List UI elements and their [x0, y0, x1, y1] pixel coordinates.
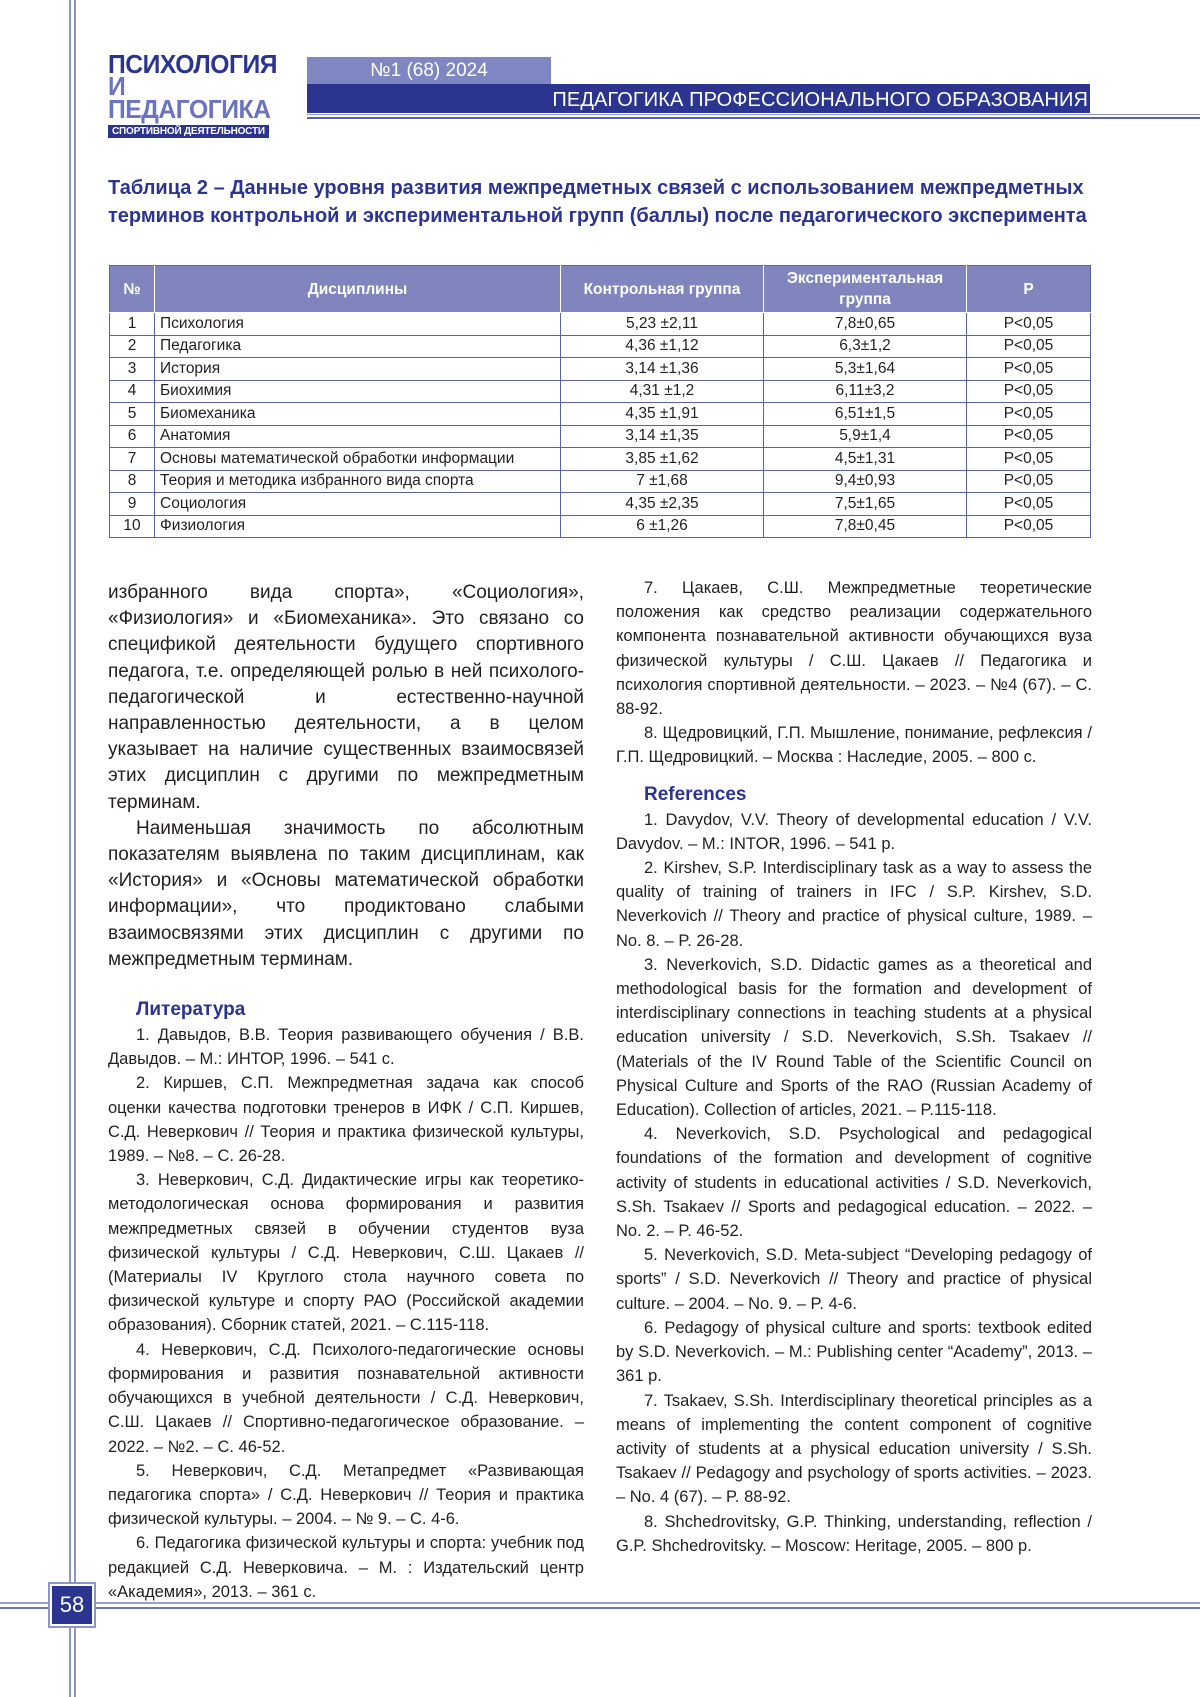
- discipline-cell: Основы математической обработки информации: [155, 448, 561, 471]
- section-title: ПЕДАГОГИКА ПРОФЕССИОНАЛЬНОГО ОБРАЗОВАНИЯ: [552, 89, 1088, 111]
- table-row: [110, 515, 1091, 538]
- row-number: 6: [110, 425, 155, 448]
- p-value: P<0,05: [967, 493, 1091, 516]
- row-number: 9: [110, 493, 155, 516]
- control-value: 6 ±1,26: [561, 515, 764, 538]
- row-number: 8: [110, 470, 155, 493]
- literature-item: 8. Щедровицкий, Г.П. Мышление, понимание, рефлексия / Г.П. Щедровицкий. – Москва : Наследие, 2005. – 800 с.: [616, 724, 1092, 767]
- discipline-cell: Педагогика: [155, 335, 561, 358]
- literature-item: 3. Неверкович, С.Д. Дидактические игры как теоретико-методологическая основа формирования и развития межпредметных связей в обучении студентов вуза физической культуры / С.Д. Неверкович, С.Ш. Цакаев // (Материалы IV Круглого стола научного совета по физической культуре и спорту РАО (Российской академии образования). Сборник статей, 2021. – С.115-118.: [108, 1171, 584, 1335]
- control-value: 3,85 ±1,62: [561, 448, 764, 471]
- p-value: P<0,05: [967, 380, 1091, 403]
- reference-item: 6. Pedagogy of physical culture and sports: textbook edited by S.D. Neverkovich. – M.: Publishing center “Academy”, 2013. – 361 p.: [616, 1318, 1092, 1386]
- reference-item: 2. Kirshev, S.P. Interdisciplinary task as a way to assess the quality of training of trainers in IFC / S.P. Kirshev, S.D. Neverkovich // Theory and practice of physical culture, 1989. – No. 8. – P. 26-28.: [616, 859, 1092, 950]
- experimental-value: 7,8±0,65: [764, 313, 967, 336]
- table-header-row: [110, 266, 1091, 313]
- table-row: [110, 470, 1091, 493]
- col-header-number: №: [110, 266, 155, 313]
- row-number: 2: [110, 335, 155, 358]
- literature-item: 7. Цакаев, С.Ш. Межпредметные теоретические положения как средство реализации содержательного компонента познавательной активности обучающихся вуза физической культуры / С.Ш. Цакаев // Педагогика и психология спортивной деятельности. – 2023. – №4 (67). – С. 88-92.: [616, 579, 1092, 719]
- literature-heading: Литература: [136, 999, 246, 1021]
- control-value: 7 ±1,68: [561, 470, 764, 493]
- col-header-control: Контрольная группа: [561, 266, 764, 313]
- page-number-box: [48, 1582, 96, 1628]
- table-row: [110, 358, 1091, 381]
- issue-number: №1 (68) 2024: [307, 57, 551, 84]
- control-value: 4,35 ±1,91: [561, 403, 764, 426]
- references-list: [616, 808, 1092, 1558]
- table-row: [110, 403, 1091, 426]
- col-header-p: P: [967, 266, 1091, 313]
- table-caption: Таблица 2 – Данные уровня развития межпредметных связей с использованием межпредметных терминов контрольной и экспериментальной групп (баллы) после педагогического эксперимента: [108, 177, 1087, 227]
- col-header-experimental: Экспериментальная группа: [764, 266, 967, 313]
- discipline-cell: Физиология: [155, 515, 561, 538]
- literature-item: 2. Киршев, С.П. Межпредметная задача как способ оценки качества подготовки тренеров в ИФК / С.П. Киршев, С.Д. Неверкович // Теория и практика физической культуры, 1989. – №8. – С. 26-28.: [108, 1074, 584, 1166]
- row-number: 7: [110, 448, 155, 471]
- header-rule: [307, 114, 1200, 119]
- experimental-value: 6,11±3,2: [764, 380, 967, 403]
- table-row: [110, 493, 1091, 516]
- discipline-cell: Биохимия: [155, 380, 561, 403]
- logo-line-1: ПСИХОЛОГИЯ: [108, 49, 278, 79]
- literature-list-continued: [616, 576, 1092, 770]
- frame-vertical-line: [69, 0, 76, 1697]
- discipline-cell: Теория и методика избранного вида спорта: [155, 470, 561, 493]
- row-number: 4: [110, 380, 155, 403]
- row-number: 10: [110, 515, 155, 538]
- p-value: P<0,05: [967, 313, 1091, 336]
- table-row: [110, 380, 1091, 403]
- page-number: 58: [52, 1586, 92, 1624]
- literature-item: 1. Давыдов, В.В. Теория развивающего обучения / В.В. Давыдов. – М.: ИНТОР, 1996. – 541 с.: [108, 1026, 584, 1069]
- table-row: [110, 335, 1091, 358]
- section-banner: [307, 84, 1090, 113]
- literature-list: [108, 1023, 584, 1604]
- table-row: [110, 313, 1091, 336]
- table-row: [110, 425, 1091, 448]
- discipline-cell: История: [155, 358, 561, 381]
- literature-item: 5. Неверкович, С.Д. Метапредмет «Развивающая педагогика спорта» / С.Д. Неверкович // Теория и практика физической культуры. – 2004. – № 9. – С. 4-6.: [108, 1461, 584, 1529]
- control-value: 4,35 ±2,35: [561, 493, 764, 516]
- row-number: 1: [110, 313, 155, 336]
- body-paragraph: Наименьшая значимость по абсолютным показателям выявлена по таким дисциплинам, как «История» и «Основы математической обработки информации», что продиктовано слабыми взаимосвязями этих дисциплин с другими по межпредметным терминам.: [108, 817, 584, 970]
- right-column: [616, 576, 1092, 1558]
- experimental-value: 4,5±1,31: [764, 448, 967, 471]
- control-value: 4,36 ±1,12: [561, 335, 764, 358]
- reference-item: 8. Shchedrovitsky, G.P. Thinking, understanding, reflection / G.P. Shchedrovitsky. – Moscow: Heritage, 2005. – 800 p.: [616, 1512, 1092, 1555]
- literature-item: 6. Педагогика физической культуры и спорта: учебник под редакцией С.Д. Неверковича. – М. : Издательский центр «Академия», 2013. – 361 с.: [108, 1534, 584, 1601]
- p-value: P<0,05: [967, 358, 1091, 381]
- p-value: P<0,05: [967, 403, 1091, 426]
- experimental-value: 7,8±0,45: [764, 515, 967, 538]
- reference-item: 3. Neverkovich, S.D. Didactic games as a theoretical and methodological basis for the formation and development of interdisciplinary connections in teaching students at a physical education university / S.D. Neverkovich, S.Sh. Tsakaev // (Materials of the IV Round Table of the Scientific Council on Physical Culture and Sports of the RAO (Russian Academy of Education). Collection of articles, 2021. – P.115-118.: [616, 955, 1092, 1120]
- experimental-value: 5,9±1,4: [764, 425, 967, 448]
- journal-logo: [108, 49, 291, 139]
- reference-item: 7. Tsakaev, S.Sh. Interdisciplinary theoretical principles as a means of implementing the content component of cognitive activity of students at a physical education university / S.Sh. Tsakaev // Pedagogy and psychology of sports activities. – 2023. – No. 4 (67). – P. 88-92.: [616, 1391, 1092, 1507]
- p-value: P<0,05: [967, 448, 1091, 471]
- experimental-value: 9,4±0,93: [764, 470, 967, 493]
- control-value: 3,14 ±1,35: [561, 425, 764, 448]
- body-paragraph: избранного вида спорта», «Социология», «Физиология» и «Биомеханика». Это связано со спецификой деятельности будущего спортивного педагога, т.е. определяющей ролью в ней психолого-педагогической и естественно-научной направленностью деятельности, а в целом указывает на наличие существенных взаимосвязей этих дисциплин с другими по межпредметным терминам.: [108, 582, 584, 813]
- reference-item: 4. Neverkovich, S.D. Psychological and pedagogical foundations of the formation and development of cognitive activity of students in educational activities / S.D. Neverkovich, S.Sh. Tsakaev // Sports and pedagogical education. – 2022. – No. 2. – P. 46-52.: [616, 1125, 1092, 1241]
- results-table: [109, 265, 1091, 538]
- p-value: P<0,05: [967, 515, 1091, 538]
- references-heading: References: [644, 783, 747, 805]
- p-value: P<0,05: [967, 335, 1091, 358]
- p-value: P<0,05: [967, 425, 1091, 448]
- logo-line-3: СПОРТИВНОЙ ДЕЯТЕЛЬНОСТИ: [108, 125, 269, 138]
- experimental-value: 5,3±1,64: [764, 358, 967, 381]
- experimental-value: 7,5±1,65: [764, 493, 967, 516]
- experimental-value: 6,51±1,5: [764, 403, 967, 426]
- experimental-value: 6,3±1,2: [764, 335, 967, 358]
- control-value: 4,31 ±1,2: [561, 380, 764, 403]
- reference-item: 1. Davydov, V.V. Theory of developmental education / V.V. Davydov. – M.: INTOR, 1996. – 541 p.: [616, 810, 1092, 853]
- discipline-cell: Анатомия: [155, 425, 561, 448]
- discipline-cell: Биомеханика: [155, 403, 561, 426]
- discipline-cell: Социология: [155, 493, 561, 516]
- literature-item: 4. Неверкович, С.Д. Психолого-педагогические основы формирования и развития познавательной активности обучающихся в учебной деятельности / С.Д. Неверкович, С.Ш. Цакаев // Спортивно-педагогическое образование. – 2022. – №2. – С. 46-52.: [108, 1340, 584, 1456]
- control-value: 5,23 ±2,11: [561, 313, 764, 336]
- control-value: 3,14 ±1,36: [561, 358, 764, 381]
- left-column: [108, 580, 584, 1604]
- p-value: P<0,05: [967, 470, 1091, 493]
- discipline-cell: Психология: [155, 313, 561, 336]
- reference-item: 5. Neverkovich, S.D. Meta-subject “Developing pedagogy of sports” / S.D. Neverkovich // Theory and practice of physical culture. – 2004. – No. 9. – P. 4-6.: [616, 1246, 1092, 1313]
- row-number: 3: [110, 358, 155, 381]
- col-header-discipline: Дисциплины: [155, 266, 561, 313]
- logo-line-2: И ПЕДАГОГИКА: [108, 71, 271, 124]
- row-number: 5: [110, 403, 155, 426]
- table-row: [110, 448, 1091, 471]
